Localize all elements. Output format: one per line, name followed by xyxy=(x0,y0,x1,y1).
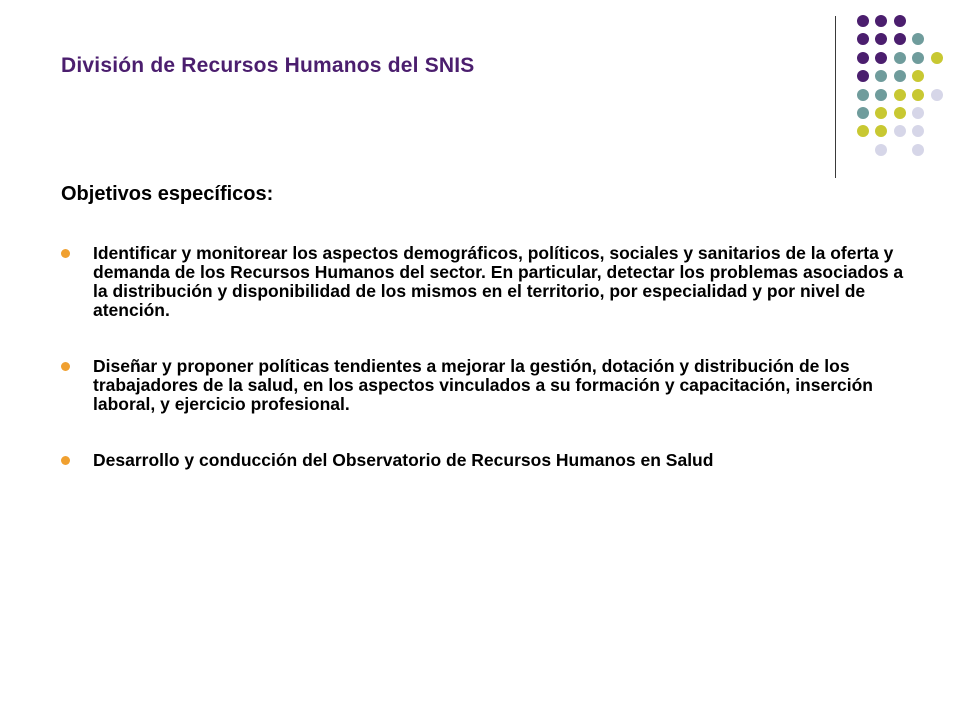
decorative-dot xyxy=(912,89,924,101)
objective-text: Desarrollo y conducción del Observatorio de Recursos Humanos en Salud xyxy=(93,450,714,470)
decorative-dot xyxy=(894,33,906,45)
decorative-dot xyxy=(875,125,887,137)
decorative-dot xyxy=(912,33,924,45)
decorative-dot xyxy=(857,52,869,64)
decorative-dot xyxy=(875,33,887,45)
decorative-dot xyxy=(857,107,869,119)
decorative-dot xyxy=(894,15,906,27)
decorative-dot xyxy=(857,15,869,27)
decorative-dot xyxy=(912,144,924,156)
decorative-dot xyxy=(894,125,906,137)
decorative-dot xyxy=(875,15,887,27)
decorative-dot xyxy=(912,107,924,119)
decorative-dot xyxy=(931,89,943,101)
decorative-dot xyxy=(857,125,869,137)
objectives-list xyxy=(61,244,911,470)
objective-text: Identificar y monitorear los aspectos demográficos, políticos, sociales y sanitarios de la oferta y demanda de los Recursos Humanos del sector. En particular, detectar los problemas asociados a la distribución y disponibilidad de los mismos en el territorio, por especialidad y por nivel de atención. xyxy=(93,243,904,320)
decorative-dot xyxy=(894,89,906,101)
decorative-dot xyxy=(875,107,887,119)
bullet-dot-icon xyxy=(61,249,70,258)
decorative-dot xyxy=(894,70,906,82)
decorative-dot xyxy=(857,89,869,101)
slide-subtitle: Objetivos específicos: xyxy=(61,183,274,205)
decorative-dot xyxy=(857,70,869,82)
decorative-dot xyxy=(875,89,887,101)
decorative-dot xyxy=(894,52,906,64)
decorative-dot xyxy=(894,107,906,119)
decorative-dot xyxy=(875,52,887,64)
vertical-divider xyxy=(835,16,836,178)
decorative-dot xyxy=(912,52,924,64)
objective-text: Diseñar y proponer políticas tendientes a mejorar la gestión, dotación y distribución de los trabajadores de la salud, en los aspectos vinculados a su formación y capacitación, inserción laboral, y ejercicio profesional. xyxy=(93,356,873,414)
decorative-dot xyxy=(931,52,943,64)
decorative-dot xyxy=(912,125,924,137)
objective-item xyxy=(61,244,911,320)
decorative-dot xyxy=(857,33,869,45)
slide-title: División de Recursos Humanos del SNIS xyxy=(61,54,475,77)
decorative-dot xyxy=(912,70,924,82)
decorative-dot xyxy=(875,144,887,156)
bullet-dot-icon xyxy=(61,362,70,371)
bullet-dot-icon xyxy=(61,456,70,465)
objective-item xyxy=(61,357,911,414)
decorative-dot xyxy=(875,70,887,82)
objective-item xyxy=(61,451,911,470)
decorative-dot-pattern xyxy=(0,0,960,180)
